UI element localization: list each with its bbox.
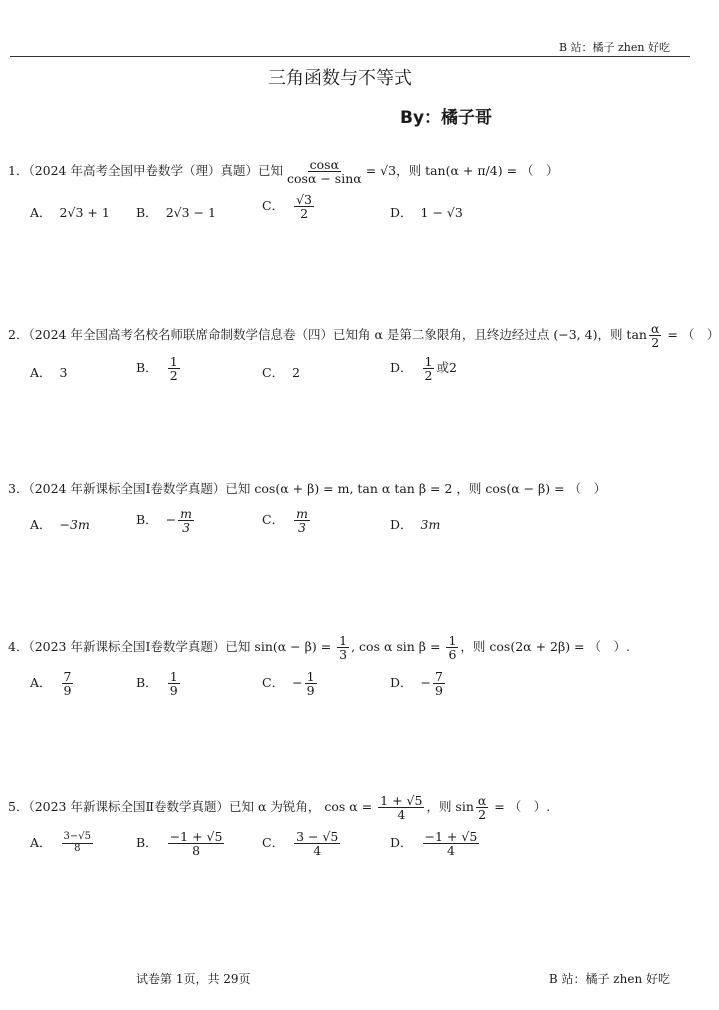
question-source: （2023 年新课标全国Ⅱ卷数学真题）已知 bbox=[28, 799, 254, 815]
option-3d: D． 3m bbox=[390, 517, 441, 532]
question-1 bbox=[8, 158, 559, 185]
option-1b: B． 2√3 − 1 bbox=[136, 205, 216, 220]
question-blank: = （ ） bbox=[663, 327, 719, 343]
stem-fraction-a: $\frac{1 + √5}{4}$ bbox=[380, 793, 423, 823]
option-3b: B． − $\frac{m}{3}$ bbox=[136, 506, 193, 536]
question-stem-b: , cos α sin β = bbox=[351, 639, 445, 655]
option-5c: C． $\frac{3 - √5}{4}$ bbox=[262, 829, 339, 859]
question-5 bbox=[8, 794, 550, 821]
question-stem: α 是第二象限角，且终边经过点 (−3, 4)，则 tan bbox=[370, 327, 647, 343]
author-line: By：橘子哥 bbox=[400, 108, 493, 128]
question-stem: cos(α + β) = m, tan α tan β = 2 ，则 cos(α − β) = （ ） bbox=[250, 481, 607, 496]
stem-fraction-b: $\frac{\alpha}{2}$ bbox=[477, 793, 487, 823]
question-2 bbox=[8, 322, 719, 349]
question-source: （2023 年新课标全国Ⅰ卷数学真题）已知 bbox=[28, 639, 251, 655]
option-2b: B． $\frac{1}{2}$ bbox=[136, 354, 178, 384]
question-blank: = （ ） bbox=[502, 163, 559, 179]
question-number: 1． bbox=[8, 163, 29, 179]
question-stem-c: ，则 cos(2α + 2β) = （ ）. bbox=[460, 639, 630, 655]
question-3 bbox=[8, 479, 606, 499]
question-4 bbox=[8, 634, 630, 661]
footer-watermark: B 站：橘子 zhen 好吃 bbox=[548, 972, 670, 986]
question-stem-a: α 为锐角， cos α = bbox=[254, 799, 377, 815]
option-2a: A． 3 bbox=[30, 365, 68, 380]
page-counter: 试卷第 1页，共 29页 bbox=[136, 972, 251, 986]
option-1a: A． 2√3 + 1 bbox=[30, 205, 110, 220]
option-4c: C． − $\frac{1}{9}$ bbox=[262, 669, 315, 699]
option-5b: B． $\frac{-1 + √5}{8}$ bbox=[136, 829, 223, 859]
question-stem-a: sin(α − β) = bbox=[250, 639, 336, 655]
header-watermark: B 站：橘子 zhen 好吃 bbox=[558, 41, 670, 54]
header-divider bbox=[10, 56, 690, 57]
question-stem-c: = （ ）. bbox=[490, 799, 551, 815]
question-source: （2024 年新课标全国Ⅰ卷数学真题）已知 bbox=[28, 481, 251, 496]
option-5a: A． $\frac{3-√5}{8}$ bbox=[30, 831, 92, 854]
option-4d: D． − $\frac{7}{9}$ bbox=[390, 669, 443, 699]
question-ask-expr: (α + π/4) bbox=[445, 163, 503, 179]
stem-fraction-b: $\frac{1}{6}$ bbox=[448, 633, 457, 663]
option-3c: C． $\frac{m}{3}$ bbox=[262, 506, 308, 536]
question-number: 3． bbox=[8, 481, 29, 496]
question-number: 5． bbox=[8, 799, 29, 815]
option-1d: D． 1 − √3 bbox=[390, 205, 463, 220]
condition-fraction: $\frac{\cos\alpha}{\cos\alpha - \sin\alpha}$ bbox=[287, 157, 362, 187]
option-2c: C． 2 bbox=[262, 365, 301, 380]
question-source: （2024 年全国高考名校名师联席命制数学信息卷（四）已知角 bbox=[28, 327, 371, 343]
question-ask: ，则 tan bbox=[396, 163, 446, 179]
question-number: 4． bbox=[8, 639, 29, 655]
condition-rhs: = √3 bbox=[365, 163, 397, 179]
option-4b: B． $\frac{1}{9}$ bbox=[136, 669, 178, 699]
option-3a: A． −3m bbox=[30, 517, 90, 532]
option-1c: C． $\frac{√3}{2}$ bbox=[262, 192, 312, 222]
option-4a: A． $\frac{7}{9}$ bbox=[30, 669, 72, 699]
option-2d: D． $\frac{1}{2}$ 或2 bbox=[390, 354, 457, 384]
question-number: 2． bbox=[8, 327, 29, 343]
stem-fraction-a: $\frac{1}{3}$ bbox=[339, 633, 348, 663]
question-stem-b: ，则 sin bbox=[426, 799, 474, 815]
document-title: 三角函数与不等式 bbox=[268, 68, 412, 89]
question-source: （2024 年高考全国甲卷数学（理）真题）已知 bbox=[28, 163, 283, 179]
ask-fraction: $\frac{\alpha}{2}$ bbox=[650, 321, 660, 351]
option-5d: D． $\frac{-1 + √5}{4}$ bbox=[390, 829, 478, 859]
